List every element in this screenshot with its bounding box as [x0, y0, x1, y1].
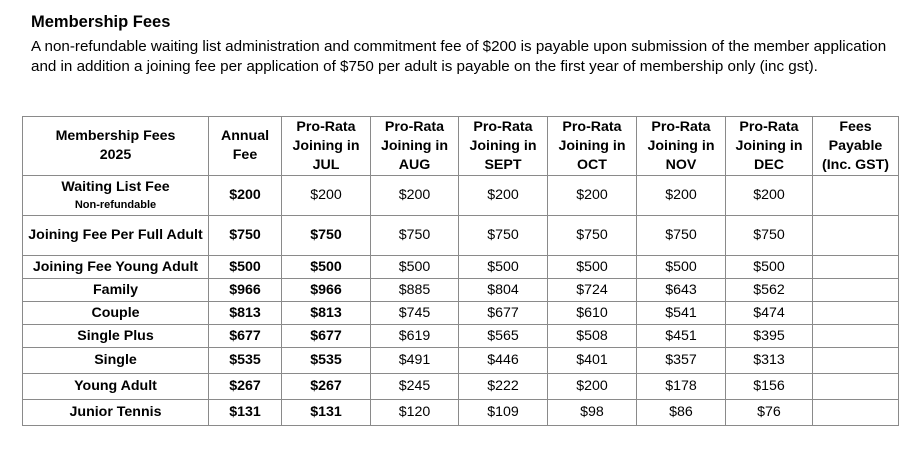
fee-cell: $446 — [459, 348, 548, 374]
row-label-text: Junior Tennis — [69, 404, 162, 420]
row-label-text: Joining Fee Young Adult — [32, 258, 199, 275]
fee-cell: $750 — [371, 216, 459, 256]
column-header-line: Joining in — [469, 137, 537, 154]
row-label-text: Couple — [91, 304, 140, 321]
table-row — [23, 279, 899, 302]
row-label — [23, 400, 209, 426]
fee-cell: $76 — [726, 400, 813, 426]
fee-cell: $677 — [459, 302, 548, 325]
fee-cell: $619 — [371, 325, 459, 348]
column-header-line: Pro-Rata — [739, 118, 799, 135]
fee-cell: $474 — [726, 302, 813, 325]
table-row — [23, 400, 899, 426]
row-label-text: Single — [94, 352, 137, 368]
fee-cell: $677 — [282, 325, 371, 348]
fee-cell: $98 — [548, 400, 637, 426]
fee-cell: $500 — [209, 256, 282, 279]
column-header-line: JUL — [312, 156, 340, 173]
fee-cell: $750 — [637, 216, 726, 256]
column-header-line: AUG — [398, 156, 431, 173]
table-body — [23, 176, 899, 426]
fee-cell: $245 — [371, 374, 459, 400]
fee-cell: $500 — [459, 256, 548, 279]
column-header — [282, 117, 371, 176]
intro-paragraph: A non-refundable waiting list administration and commitment fee of $200 is payable upon submission of the member application and in addition a joining fee per application of $750 per adult is payable on the first year of membership only (inc gst). — [31, 38, 887, 75]
column-header-line: NOV — [665, 156, 697, 173]
fee-cell: $131 — [282, 400, 371, 426]
table-header — [23, 117, 899, 176]
fee-cell: $966 — [282, 279, 371, 302]
table-row — [23, 256, 899, 279]
fees-payable-cell — [813, 279, 899, 302]
column-header-line: 2025 — [99, 147, 132, 163]
fee-cell: $200 — [726, 176, 813, 216]
column-header — [637, 117, 726, 176]
fees-payable-cell — [813, 348, 899, 374]
fee-cell: $156 — [726, 374, 813, 400]
fee-cell: $813 — [209, 302, 282, 325]
table-row — [23, 176, 899, 216]
fee-cell: $200 — [548, 374, 637, 400]
fee-cell: $401 — [548, 348, 637, 374]
table-row — [23, 325, 899, 348]
column-header-line: Pro-Rata — [651, 118, 711, 135]
column-header — [726, 117, 813, 176]
column-header-line: Pro-Rata — [562, 118, 622, 135]
fee-cell: $500 — [548, 256, 637, 279]
column-header-line: Fee — [232, 147, 258, 163]
row-label-text: Joining Fee Per Full Adult — [28, 227, 203, 243]
table-row — [23, 374, 899, 400]
fee-cell: $500 — [371, 256, 459, 279]
fee-cell: $395 — [726, 325, 813, 348]
fee-cell: $451 — [637, 325, 726, 348]
fees-payable-cell — [813, 302, 899, 325]
fee-cell: $500 — [282, 256, 371, 279]
fee-cell: $750 — [726, 216, 813, 256]
page-title: Membership Fees — [31, 13, 171, 31]
fee-cell: $313 — [726, 348, 813, 374]
column-header — [459, 117, 548, 176]
row-label — [23, 348, 209, 374]
fee-cell: $750 — [548, 216, 637, 256]
row-label — [23, 256, 209, 279]
fee-cell: $966 — [209, 279, 282, 302]
column-header-line: Pro-Rata — [296, 118, 356, 135]
row-label-text: Waiting List Fee — [61, 179, 170, 195]
table-row — [23, 216, 899, 256]
row-label — [23, 302, 209, 325]
column-header — [548, 117, 637, 176]
row-label-text: Young Adult — [74, 378, 157, 394]
fee-cell: $562 — [726, 279, 813, 302]
fee-cell: $200 — [459, 176, 548, 216]
row-label-text: Family — [93, 281, 138, 298]
column-header-line: Joining in — [381, 137, 448, 154]
column-header-line: Joining in — [647, 137, 715, 154]
column-header-line: Fees — [839, 118, 872, 135]
fee-cell: $750 — [282, 216, 371, 256]
column-header-line: Joining in — [735, 137, 803, 154]
row-label — [23, 279, 209, 302]
row-label-text: Single Plus — [77, 327, 154, 344]
fees-payable-cell — [813, 374, 899, 400]
column-header-line: Pro-Rata — [384, 118, 445, 135]
column-header-line: OCT — [577, 156, 607, 173]
membership-fees-table — [22, 116, 899, 426]
row-label — [23, 374, 209, 400]
fee-cell: $643 — [637, 279, 726, 302]
fee-cell: $222 — [459, 374, 548, 400]
fee-cell: $535 — [282, 348, 371, 374]
fee-cell: $804 — [459, 279, 548, 302]
column-header-line: DEC — [754, 156, 784, 173]
fee-cell: $491 — [371, 348, 459, 374]
fee-cell: $200 — [637, 176, 726, 216]
column-header-membership — [23, 117, 209, 176]
fees-payable-cell — [813, 400, 899, 426]
fee-cell: $813 — [282, 302, 371, 325]
column-header-line: Joining in — [558, 137, 626, 154]
row-label — [23, 176, 209, 216]
fee-cell: $724 — [548, 279, 637, 302]
fee-cell: $267 — [282, 374, 371, 400]
column-header-line: Joining in — [292, 137, 360, 154]
row-note: Non-refundable — [74, 199, 157, 211]
fee-cell: $750 — [209, 216, 282, 256]
fee-cell: $500 — [637, 256, 726, 279]
column-header — [209, 117, 282, 176]
fee-cell: $535 — [209, 348, 282, 374]
column-header-line: (Inc. GST) — [822, 156, 889, 173]
fee-cell: $885 — [371, 279, 459, 302]
fees-payable-cell — [813, 256, 899, 279]
fee-cell: $508 — [548, 325, 637, 348]
fee-cell: $267 — [209, 374, 282, 400]
fees-payable-cell — [813, 216, 899, 256]
fee-cell: $178 — [637, 374, 726, 400]
fee-cell: $610 — [548, 302, 637, 325]
column-header-line: Membership Fees — [55, 128, 176, 144]
column-header-line: Annual — [220, 128, 270, 144]
fee-cell: $200 — [209, 176, 282, 216]
fees-payable-cell — [813, 176, 899, 216]
fee-cell: $745 — [371, 302, 459, 325]
column-header-line: Pro-Rata — [473, 118, 533, 135]
fee-cell: $500 — [726, 256, 813, 279]
fee-cell: $109 — [459, 400, 548, 426]
fee-cell: $357 — [637, 348, 726, 374]
column-header-line: Payable — [828, 137, 883, 154]
fees-payable-cell — [813, 325, 899, 348]
column-header — [813, 117, 899, 176]
fee-cell: $131 — [209, 400, 282, 426]
fee-cell: $86 — [637, 400, 726, 426]
fee-cell: $541 — [637, 302, 726, 325]
column-header — [371, 117, 459, 176]
row-label — [23, 216, 209, 256]
fee-cell: $750 — [459, 216, 548, 256]
column-header-line: SEPT — [484, 156, 522, 173]
table-row — [23, 302, 899, 325]
fee-cell: $565 — [459, 325, 548, 348]
table-row — [23, 348, 899, 374]
fee-cell: $677 — [209, 325, 282, 348]
fee-cell: $200 — [371, 176, 459, 216]
fee-cell: $120 — [371, 400, 459, 426]
row-label — [23, 325, 209, 348]
fee-cell: $200 — [282, 176, 371, 216]
fee-cell: $200 — [548, 176, 637, 216]
